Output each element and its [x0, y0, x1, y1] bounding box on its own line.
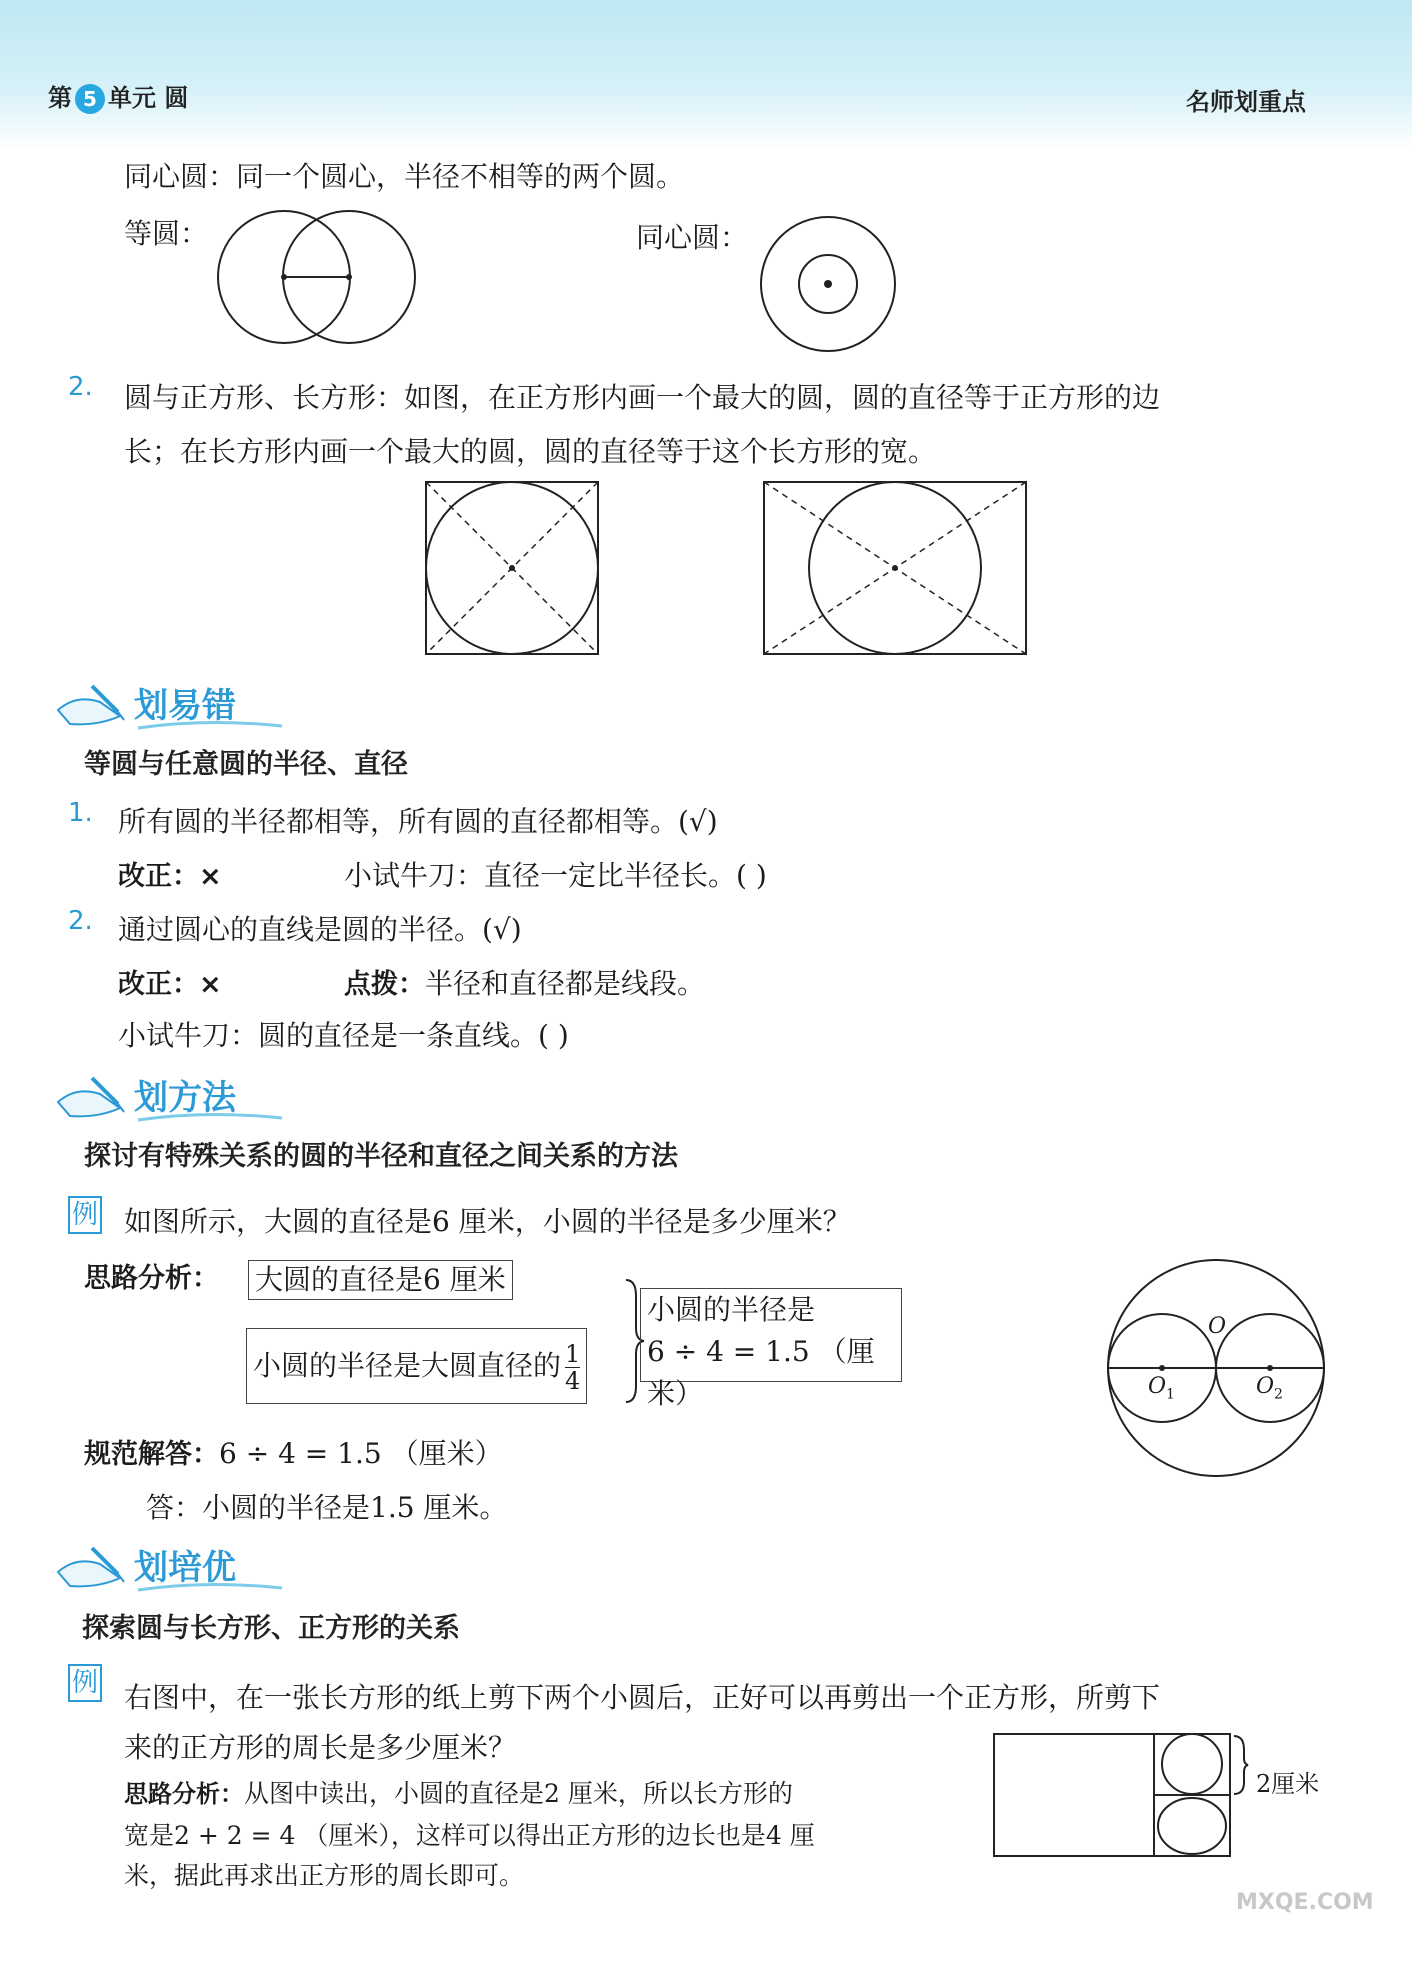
unit-title: 第 5 单元 圆 — [48, 84, 189, 112]
fraction-one-quarter: $\frac{1}{4}$ — [565, 1340, 581, 1395]
mistake-2-statement: 通过圆心的直线是圆的半径。(√) — [118, 913, 522, 946]
answer-label: 规范解答：6 ÷ 4 = 1.5 （厘米） — [84, 1437, 503, 1470]
result-line-2: 6 ÷ 4 = 1.5 （厘米） — [647, 1335, 875, 1410]
pencil-note-icon — [52, 1538, 142, 1594]
header-right-title: 名师划重点 — [1186, 88, 1306, 116]
equal-circles-figure — [212, 208, 422, 346]
unit-number-badge: 5 — [75, 84, 105, 114]
concentric-definition: 同心圆：同一个圆心，半径不相等的两个圆。 — [124, 160, 685, 193]
method-question: 如图所示，大圆的直径是6 厘米，小圆的半径是多少厘米？ — [124, 1205, 851, 1238]
rectangle-two-circles-figure — [990, 1730, 1250, 1860]
example-mark: 例 — [68, 1196, 102, 1234]
center-label-o2: $O_2$ — [1256, 1374, 1283, 1403]
center-label-o: O — [1208, 1314, 1227, 1339]
pencil-note-icon — [52, 1068, 142, 1124]
mistake-2-practice: 小试牛刀：圆的直径是一条直线。( ) — [118, 1019, 569, 1052]
watermark: MXQE.COM — [1236, 1890, 1374, 1915]
analysis-result-box — [640, 1288, 902, 1410]
method-section-title: 划方法 — [134, 1078, 236, 1118]
title-underline — [136, 720, 286, 732]
header-band — [0, 0, 1412, 150]
advanced-question-line2: 来的正方形的周长是多少厘米？ — [124, 1731, 517, 1764]
advanced-section-title: 划培优 — [134, 1548, 236, 1588]
method-heading: 探讨有特殊关系的圆的半径和直径之间关系的方法 — [84, 1141, 678, 1172]
point-2-line2: 长；在长方形内画一个最大的圆，圆的直径等于这个长方形的宽。 — [124, 435, 937, 468]
analysis-box-2: 小圆的半径是大圆直径的 $\frac{1}{4}$ — [246, 1328, 587, 1404]
mistake-2-correction: 改正：× — [118, 969, 222, 1000]
result-line-1: 小圆的半径是 — [647, 1293, 816, 1326]
mistake-1-number: 1. — [68, 798, 93, 828]
advanced-analysis-line3: 米，据此再求出正方形的周长即可。 — [124, 1861, 525, 1890]
analysis-box-1: 大圆的直径是6 厘米 — [248, 1260, 513, 1300]
method-analysis-label: 思路分析： — [84, 1263, 219, 1294]
pencil-note-icon — [52, 676, 142, 732]
title-underline — [136, 1112, 286, 1124]
mistake-1-statement: 所有圆的半径都相等，所有圆的直径都相等。(√) — [118, 805, 718, 838]
rectangle-with-circle-figure — [762, 480, 1028, 656]
point-2-line1: 圆与正方形、长方形：如图，在正方形内画一个最大的圆，圆的直径等于正方形的边 — [124, 381, 1161, 414]
advanced-heading: 探索圆与长方形、正方形的关系 — [82, 1613, 460, 1644]
equal-circles-label: 等圆： — [124, 217, 209, 250]
mistakes-section-title: 划易错 — [134, 686, 236, 726]
concentric-circles-figure — [758, 214, 898, 354]
mistake-1-practice: 小试牛刀：直径一定比半径长。( ) — [344, 859, 767, 892]
point-2-number: 2. — [68, 372, 93, 402]
circles-figure — [1106, 1258, 1326, 1478]
answer-text: 答：小圆的半径是1.5 厘米。 — [146, 1491, 508, 1524]
mistake-2-number: 2. — [68, 906, 93, 936]
mistakes-heading: 等圆与任意圆的半径、直径 — [84, 749, 408, 780]
example-mark: 例 — [68, 1664, 102, 1702]
title-underline — [136, 1582, 286, 1594]
center-label-o1: $O_1$ — [1148, 1374, 1175, 1403]
advanced-analysis-line1: 思路分析：从图中读出，小圆的直径是2 厘米，所以长方形的 — [124, 1779, 793, 1808]
advanced-analysis-line2: 宽是2 + 2 = 4 （厘米），这样可以得出正方形的边长也是4 厘 — [124, 1821, 815, 1850]
square-with-circle-figure — [424, 480, 600, 656]
mistake-1-correction: 改正：× — [118, 861, 222, 892]
advanced-question-line1: 右图中，在一张长方形的纸上剪下两个小圆后，正好可以再剪出一个正方形，所剪下 — [124, 1681, 1161, 1714]
dimension-label: 2厘米 — [1256, 1770, 1320, 1798]
mistake-2-tip: 点拨：半径和直径都是线段。 — [344, 967, 706, 1000]
concentric-circles-label: 同心圆： — [636, 221, 749, 254]
